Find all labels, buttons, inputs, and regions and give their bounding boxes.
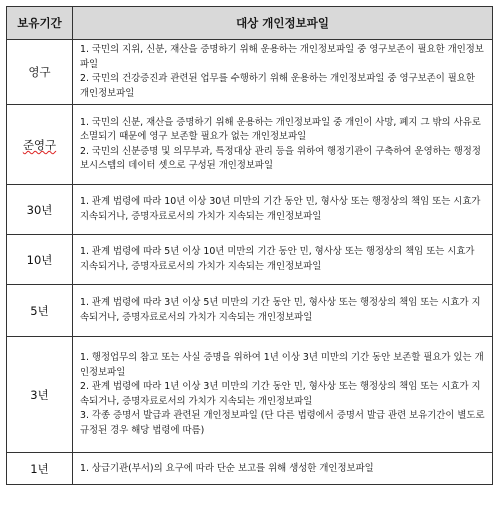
list-item: 3. 각종 증명서 발급과 관련된 개인정보파일 (단 다른 법령에서 증명서 발급 관련 보유기간이 별도로 규정된 경우 해당 법령에 따름)	[80, 410, 485, 437]
list-item: 1. 관계 법령에 따라 3년 이상 5년 미만의 기간 동안 민, 형사상 또는 행정상의 책임 또는 시효가 지속되거나, 증명자료로서의 가치가 지속되는 개인정보파일	[80, 297, 481, 323]
table-row	[7, 453, 493, 485]
content-cell	[73, 453, 493, 485]
period-cell: 영구	[7, 40, 73, 105]
list-item: 1. 상급기관(부서)의 요구에 따라 단순 보고를 위해 생성한 개인정보파일	[80, 462, 374, 474]
period-cell	[7, 105, 73, 185]
content-cell	[73, 105, 493, 185]
list-item: 1. 행정업무의 참고 또는 사실 증명을 위하여 1년 이상 3년 미만의 기간 동안 보존할 필요가 있는 개인정보파일	[80, 352, 484, 378]
table-row	[7, 40, 493, 105]
content-cell	[73, 185, 493, 235]
table-row	[7, 185, 493, 235]
header-period: 보유기간	[7, 7, 73, 40]
period-cell: 10년	[7, 235, 73, 285]
table-row	[7, 337, 493, 453]
table-header-row	[7, 7, 493, 40]
period-cell: 3년	[7, 337, 73, 453]
period-cell: 5년	[7, 285, 73, 337]
table-row	[7, 235, 493, 285]
table-row	[7, 105, 493, 185]
list-item: 1. 국민의 지위, 신분, 재산을 증명하기 위해 운용하는 개인정보파일 중 영구보존이 필요한 개인정보파일	[80, 44, 484, 70]
table-row	[7, 285, 493, 337]
content-cell	[73, 285, 493, 337]
list-item: 2. 국민의 신분증명 및 의무부과, 특정대상 관리 등을 위하여 행정기관이 구축하여 운영하는 행정정보시스템의 데이터 셋으로 구성된 개인정보파일	[80, 145, 481, 172]
list-item: 2. 국민의 건강증진과 관련된 업무를 수행하기 위해 운용하는 개인정보파일 중 영구보존이 필요한 개인정보파일	[80, 73, 475, 99]
list-item: 1. 관계 법령에 따라 10년 이상 30년 미만의 기간 동안 민, 형사상 또는 행정상의 책임 또는 시효가 지속되거나, 증명자료로서의 가치가 지속되는 개인정보파일	[80, 196, 481, 222]
list-item: 2. 관계 법령에 따라 1년 이상 3년 미만의 기간 동안 민, 형사상 또는 행정상의 책임 또는 시효가 지속되거나, 증명자료로서의 가치가 지속되는 개인정보파일	[80, 381, 481, 407]
list-item: 1. 국민의 신분, 재산을 증명하기 위해 운용하는 개인정보파일 중 개인이 사망, 폐지 그 밖의 사유로 소멸되기 때문에 영구 보존할 필요가 없는 개인정보파일	[80, 116, 481, 143]
list-item: 1. 관계 법령에 따라 5년 이상 10년 미만의 기간 동안 민, 형사상 또는 행정상의 책임 또는 시효가 지속되거나, 증명자료로서의 가치가 지속되는 개인정보파일	[80, 246, 475, 272]
content-cell	[73, 235, 493, 285]
period-cell: 30년	[7, 185, 73, 235]
period-cell: 1년	[7, 453, 73, 485]
retention-period-table	[6, 6, 493, 485]
period-label: 준영구	[22, 137, 57, 152]
header-content: 대상 개인정보파일	[73, 7, 493, 40]
content-cell	[73, 337, 493, 453]
content-cell	[73, 40, 493, 105]
